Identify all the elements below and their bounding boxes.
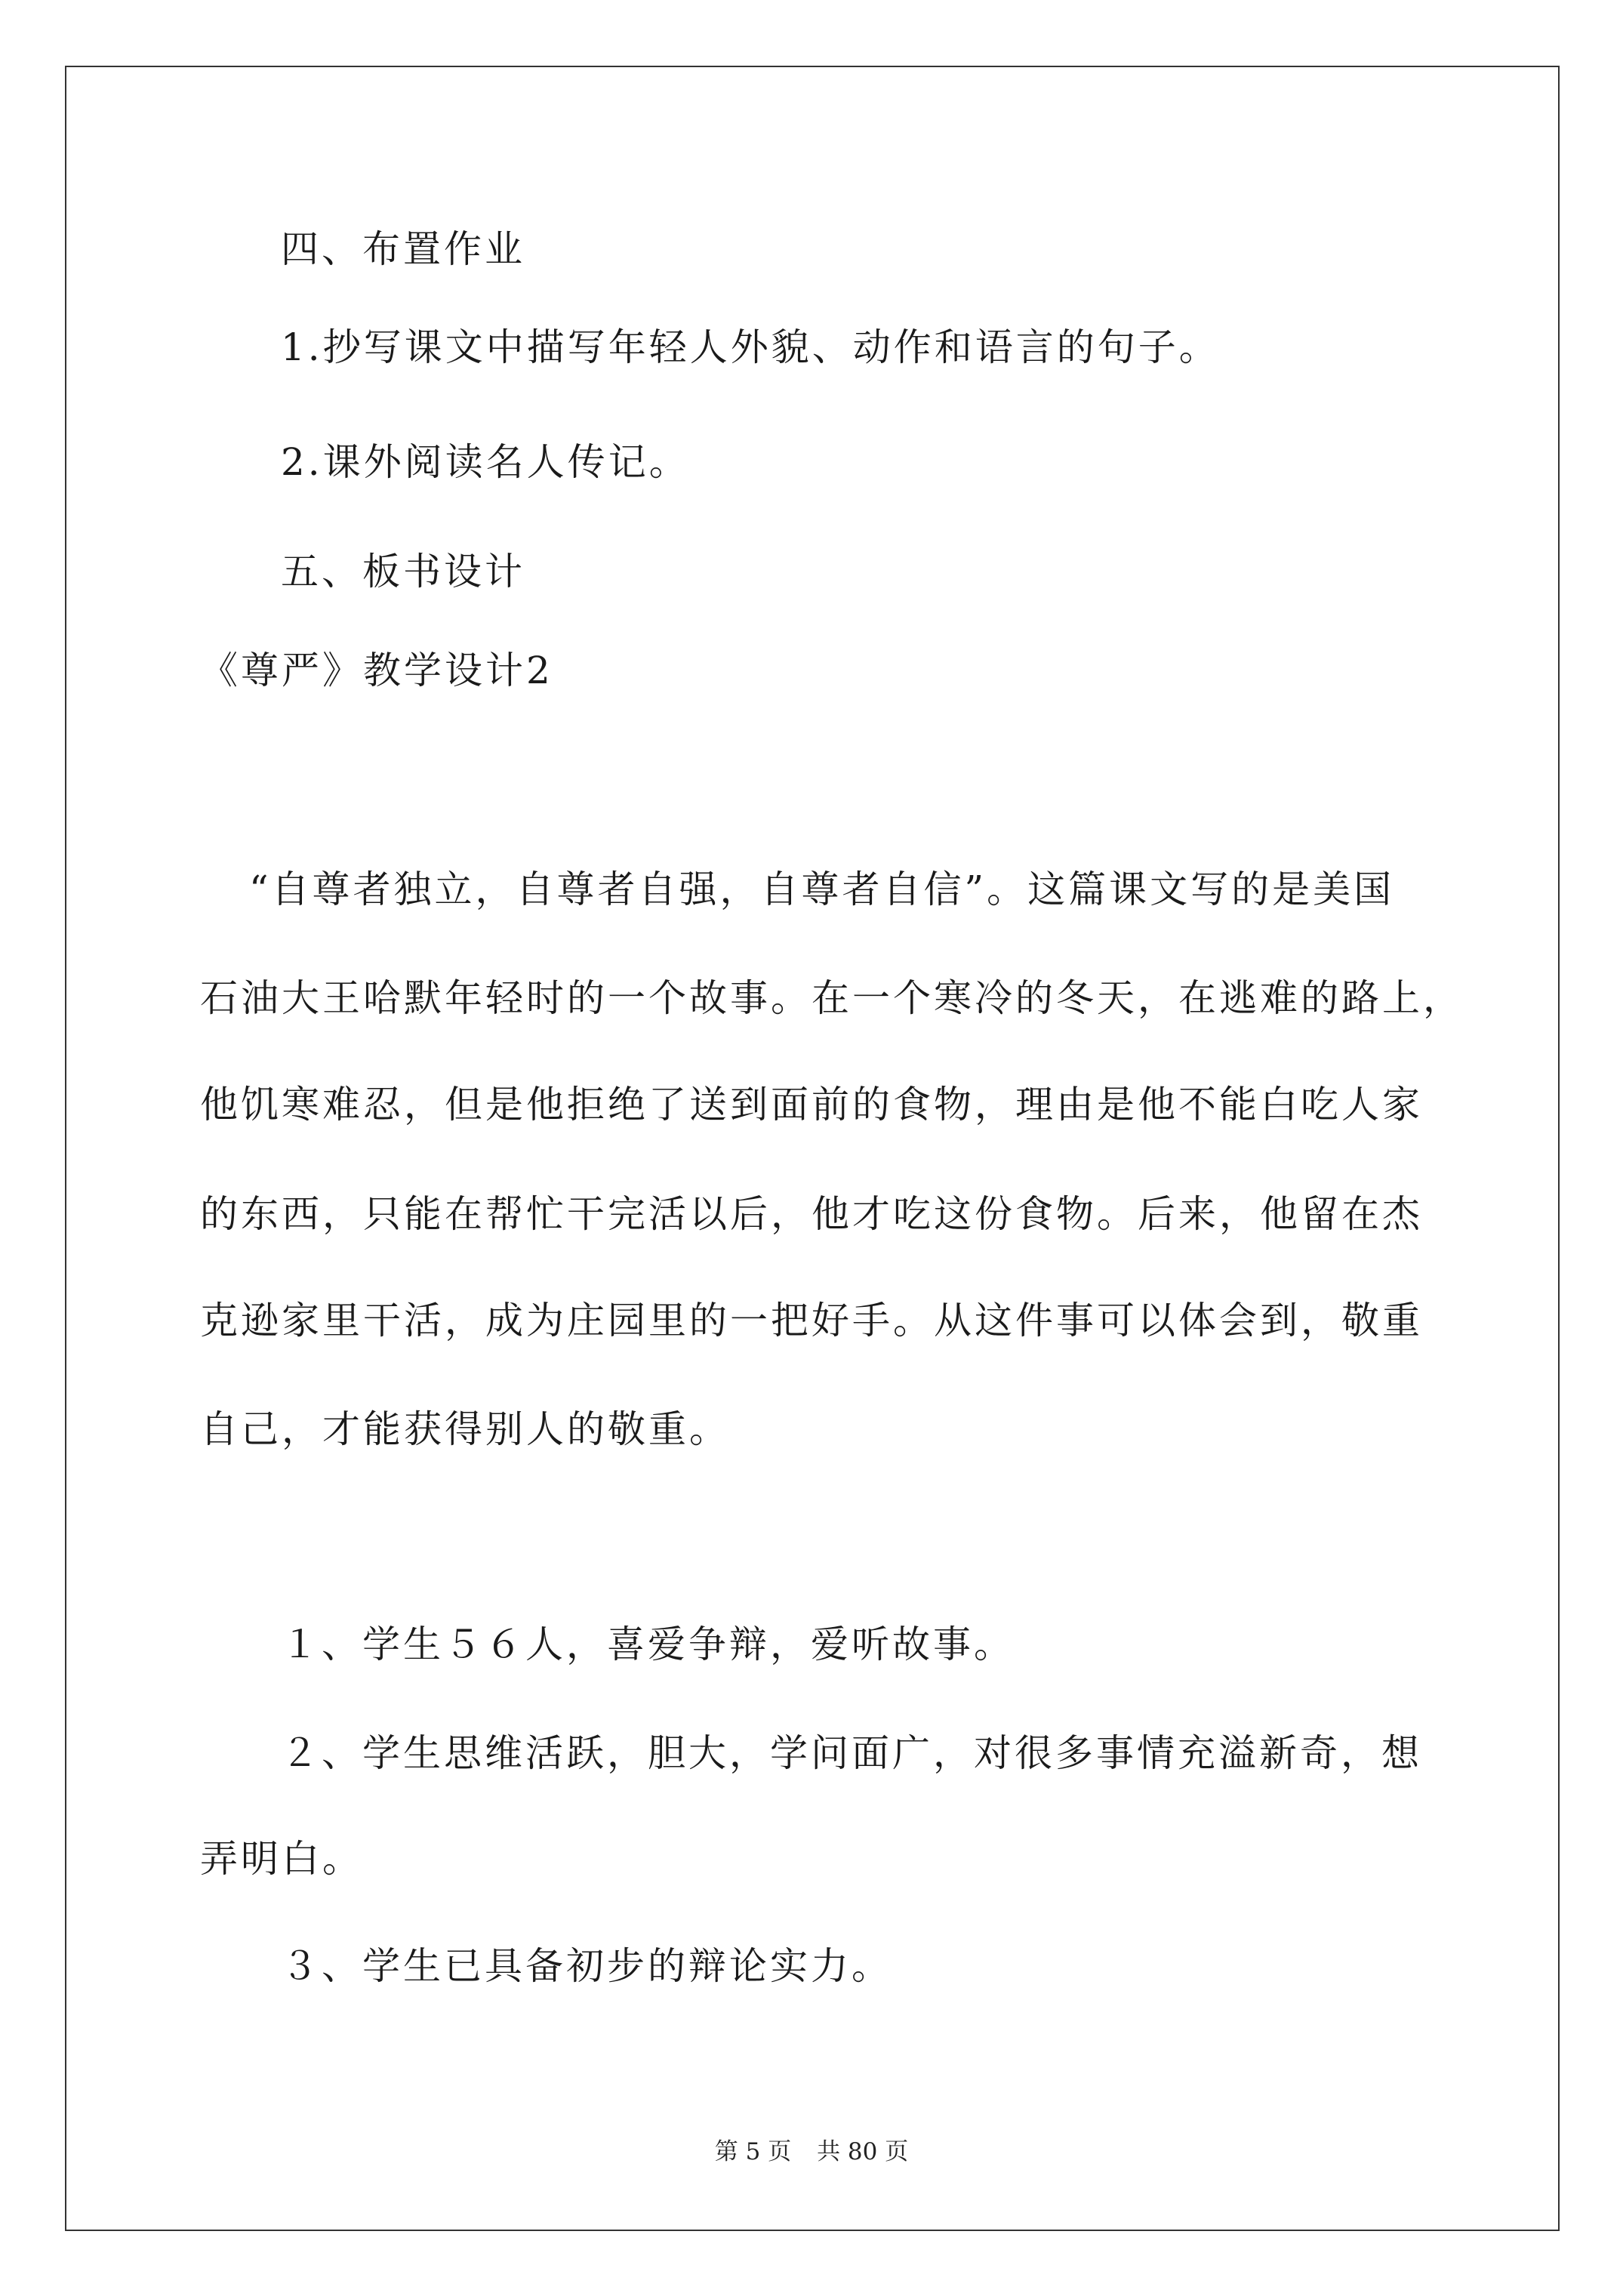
student-point-2: ２、学生思维活跃，胆大，学问面广，对很多事情充溢新奇，想 — [281, 1731, 1422, 1775]
page-number: 第 5 页 — [714, 2138, 792, 2165]
design-title: 《尊严》教学设计2 — [200, 649, 553, 692]
student-point-2-cont: 弄明白。 — [200, 1837, 363, 1881]
homework-item-1: 1.抄写课文中描写年轻人外貌、动作和语言的句子。 — [281, 325, 1220, 369]
intro-line-2: 石油大王哈默年轻时的一个故事。在一个寒冷的冬天，在逃难的路上， — [200, 976, 1464, 1020]
total-pages: 共 80 页 — [817, 2138, 909, 2165]
intro-line-1: “自尊者独立，自尊者自强，自尊者自信”。这篇课文写的是美国 — [249, 868, 1395, 911]
student-point-1: １、学生５６人，喜爱争辩，爱听故事。 — [281, 1623, 1015, 1666]
section-five-title: 五、板书设计 — [281, 550, 525, 593]
page-frame — [65, 66, 1560, 2231]
intro-line-6: 自己，才能获得别人的敬重。 — [200, 1407, 730, 1451]
intro-line-3: 他饥寒难忍，但是他拒绝了送到面前的食物，理由是他不能白吃人家 — [200, 1083, 1423, 1126]
homework-item-2: 2.课外阅读名人传记。 — [281, 440, 690, 484]
page-footer — [0, 2137, 1623, 2167]
intro-line-4: 的东西，只能在帮忙干完活以后，他才吃这份食物。后来，他留在杰 — [200, 1192, 1423, 1236]
student-point-3: ３、学生已具备初步的辩论实力。 — [281, 1944, 892, 1988]
section-four-title: 四、布置作业 — [281, 227, 525, 271]
intro-line-5: 克逊家里干活，成为庄园里的一把好手。从这件事可以体会到，敬重 — [200, 1299, 1423, 1342]
